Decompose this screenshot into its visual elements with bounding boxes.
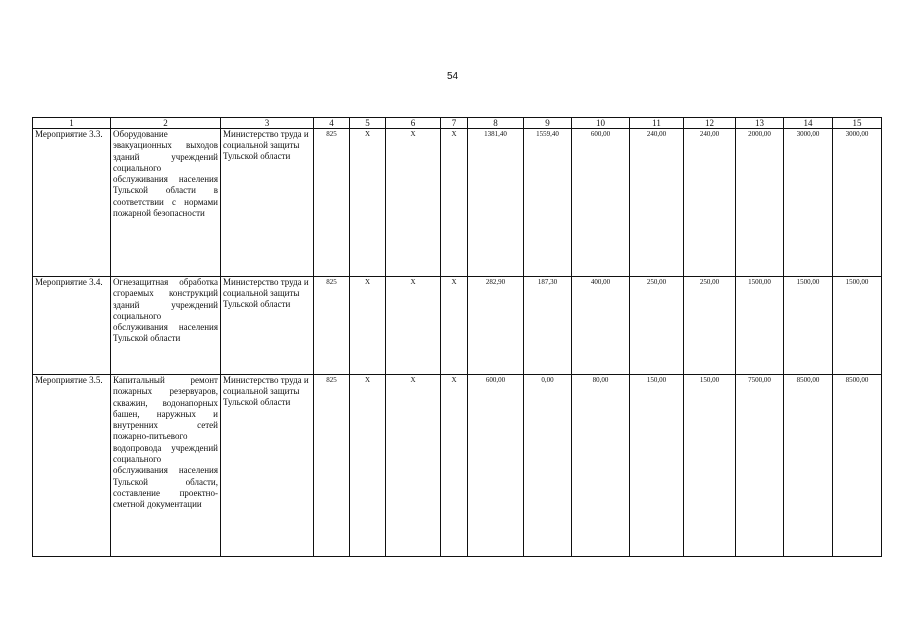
measure-name: Мероприятие 3.4. [33,277,111,375]
column-header: 4 [314,118,350,129]
budget-table [32,117,882,557]
cell-value: 825 [314,277,350,375]
cell-value: 3000,00 [784,129,833,277]
cell-value: 1559,40 [524,129,572,277]
cell-value: 600,00 [468,375,524,557]
cell-value: 8500,00 [784,375,833,557]
measure-name: Мероприятие 3.5. [33,375,111,557]
cell-value: X [441,277,468,375]
cell-value: 250,00 [630,277,684,375]
table-row [33,375,882,557]
cell-value: 8500,00 [833,375,882,557]
cell-value: X [350,277,386,375]
measure-description: Оборудование эвакуационных выходов зданий учреждений социального обслуживания населения Тульской области в соответствии с нормами пожарной безопасности [111,129,221,277]
column-header: 15 [833,118,882,129]
cell-value: 825 [314,375,350,557]
column-header: 9 [524,118,572,129]
measure-executor: Министерство труда и социальной защиты Тульской области [221,277,314,375]
cell-value: X [441,129,468,277]
cell-value: 7500,00 [736,375,784,557]
column-header: 1 [33,118,111,129]
cell-value: X [386,375,441,557]
cell-value: 187,30 [524,277,572,375]
measure-description: Огнезащитная обработка сгораемых конструкций зданий учреждений социального обслуживания населения Тульской области [111,277,221,375]
column-header: 14 [784,118,833,129]
cell-value: X [386,277,441,375]
table-row [33,129,882,277]
cell-value: 240,00 [684,129,736,277]
cell-value: 80,00 [572,375,630,557]
page-number: 54 [446,71,459,82]
cell-value: 2000,00 [736,129,784,277]
column-header: 7 [441,118,468,129]
cell-value: 1500,00 [784,277,833,375]
measure-executor: Министерство труда и социальной защиты Тульской области [221,129,314,277]
cell-value: 0,00 [524,375,572,557]
cell-value: 150,00 [684,375,736,557]
cell-value: 1500,00 [736,277,784,375]
column-header: 10 [572,118,630,129]
cell-value: X [386,129,441,277]
cell-value: X [441,375,468,557]
column-header: 5 [350,118,386,129]
column-header: 12 [684,118,736,129]
cell-value: X [350,129,386,277]
header-row [33,118,882,129]
column-header: 3 [221,118,314,129]
measure-name: Мероприятие 3.3. [33,129,111,277]
column-header: 11 [630,118,684,129]
table-row [33,277,882,375]
cell-value: 282,90 [468,277,524,375]
cell-value: 400,00 [572,277,630,375]
column-header: 6 [386,118,441,129]
cell-value: 825 [314,129,350,277]
measure-executor: Министерство труда и социальной защиты Тульской области [221,375,314,557]
cell-value: 150,00 [630,375,684,557]
cell-value: 250,00 [684,277,736,375]
cell-value: 3000,00 [833,129,882,277]
column-header: 2 [111,118,221,129]
measure-description: Капитальный ремонт пожарных резервуаров, скважин, водонапорных башен, наружных и внутренних сетей пожарно-питьевого водопровода учреждений социального обслуживания населения Тульской области, составление проектно-сметной документации [111,375,221,557]
cell-value: 1500,00 [833,277,882,375]
cell-value: X [350,375,386,557]
cell-value: 600,00 [572,129,630,277]
cell-value: 240,00 [630,129,684,277]
column-header: 13 [736,118,784,129]
column-header: 8 [468,118,524,129]
cell-value: 1381,40 [468,129,524,277]
